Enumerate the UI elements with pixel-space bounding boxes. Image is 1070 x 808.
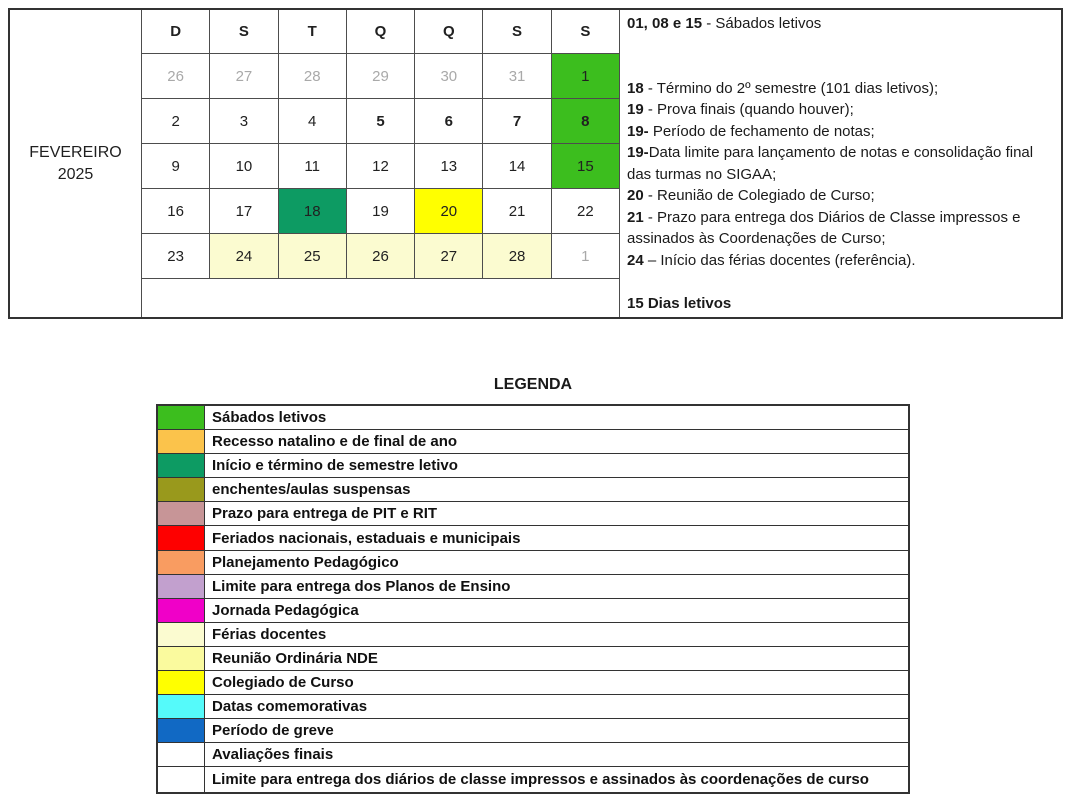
note-bold-prefix: 19-: [627, 144, 649, 161]
note-line: [627, 56, 1053, 78]
legend-color-swatch: [158, 478, 205, 501]
day-cell: 22: [552, 189, 620, 234]
legend-label: enchentes/aulas suspensas: [212, 481, 411, 499]
day-cell: 28: [279, 54, 347, 99]
day-cell: 23: [142, 234, 210, 279]
legend-label: Datas comemorativas: [212, 698, 368, 716]
legend-section: [156, 376, 910, 794]
day-cell: 1: [552, 234, 620, 279]
note-line: [627, 293, 1053, 315]
month-label: [10, 10, 142, 317]
legend-color-swatch: [158, 743, 205, 766]
note-bold-prefix: 15 Dias letivos: [627, 294, 732, 312]
note-text: - Reunião de Colegiado de Curso;: [643, 187, 875, 204]
legend-row: [158, 647, 908, 671]
legend-label: Planejamento Pedagógico: [212, 553, 399, 571]
note-text: - Prova finais (quando houver);: [643, 101, 854, 118]
note-line: [627, 207, 1053, 250]
legend-row: [158, 599, 908, 623]
legend-color-swatch: [158, 719, 205, 742]
note-bold-prefix: 18: [627, 79, 644, 97]
legend-label: Recesso natalino e de final de ano: [212, 433, 458, 451]
legend-row: [158, 695, 908, 719]
note-text: - Término do 2º semestre (101 dias letivos);: [643, 79, 939, 97]
day-cell: 25: [279, 234, 347, 279]
weekday-header: S: [210, 10, 278, 54]
note-bold-prefix: 19: [627, 101, 644, 118]
month-name: FEVEREIRO: [29, 143, 122, 161]
note-line: [627, 99, 1053, 121]
legend-row: [158, 526, 908, 550]
legend-label: Sábados letivos: [212, 409, 327, 427]
legend-color-swatch: [158, 575, 205, 598]
legend-row: [158, 430, 908, 454]
legend-color-swatch: [158, 454, 205, 477]
note-bold-prefix: 21: [627, 208, 644, 226]
note-text: Período de fechamento de notas;: [648, 122, 875, 140]
day-cell: 9: [142, 144, 210, 189]
legend-label: Início e término de semestre letivo: [212, 457, 458, 475]
note-line: [627, 78, 1053, 100]
note-line: [627, 142, 1053, 185]
day-cell: 31: [483, 54, 551, 99]
legend-row: [158, 623, 908, 647]
legend-color-swatch: [158, 623, 205, 646]
legend-color-swatch: [158, 767, 205, 791]
day-cell: 26: [347, 234, 415, 279]
day-cell: 15: [552, 144, 620, 189]
legend-row: [158, 502, 908, 526]
weekday-header: D: [142, 10, 210, 54]
day-cell: 27: [210, 54, 278, 99]
legend-table: [156, 404, 910, 794]
legend-row: [158, 478, 908, 502]
legend-row: [158, 551, 908, 575]
legend-label: Colegiado de Curso: [212, 674, 354, 692]
legend-color-swatch: [158, 599, 205, 622]
legend-label: Limite para entrega dos diários de classe impressos e assinados às coordenações de curso: [212, 770, 869, 788]
note-bold-prefix: 24: [627, 251, 644, 269]
legend-row: [158, 719, 908, 743]
day-cell: 21: [483, 189, 551, 234]
legend-row: [158, 767, 908, 791]
day-cell: 13: [415, 144, 483, 189]
day-cell: 8: [552, 99, 620, 144]
day-cell: 28: [483, 234, 551, 279]
empty-row: [142, 279, 620, 317]
legend-label: Férias docentes: [212, 625, 327, 643]
legend-color-swatch: [158, 551, 205, 574]
weekday-header: S: [483, 10, 551, 54]
note-line: [627, 35, 1053, 57]
day-cell: 4: [279, 99, 347, 144]
note-line: [627, 250, 1053, 272]
day-cell: 27: [415, 234, 483, 279]
legend-color-swatch: [158, 406, 205, 429]
weekday-header: Q: [415, 10, 483, 54]
weekday-header: T: [279, 10, 347, 54]
legend-color-swatch: [158, 647, 205, 670]
day-cell: 2: [142, 99, 210, 144]
legend-row: [158, 575, 908, 599]
note-line: [627, 271, 1053, 293]
day-cell: 19: [347, 189, 415, 234]
legend-color-swatch: [158, 430, 205, 453]
day-cell: 14: [483, 144, 551, 189]
month-year: 2025: [57, 165, 94, 183]
day-cell: 5: [347, 99, 415, 144]
day-cell: 20: [415, 189, 483, 234]
day-cell: 29: [347, 54, 415, 99]
day-cell: 6: [415, 99, 483, 144]
day-cell: 3: [210, 99, 278, 144]
legend-color-swatch: [158, 502, 205, 525]
weekday-header: Q: [347, 10, 415, 54]
note-bold-prefix: 19-: [627, 122, 649, 140]
legend-row: [158, 406, 908, 430]
note-text: Data limite para lançamento de notas e consolidação final das turmas no SIGAA;: [627, 144, 1034, 183]
note-bold-prefix: 20: [627, 187, 644, 204]
legend-label: Feriados nacionais, estaduais e municipais: [212, 529, 521, 547]
legend-row: [158, 671, 908, 695]
notes-panel: [620, 10, 1061, 317]
legend-label: Reunião Ordinária NDE: [212, 649, 378, 667]
legend-row: [158, 454, 908, 478]
legend-title: LEGENDA: [493, 376, 573, 393]
note-text: - Sábados letivos: [702, 15, 822, 32]
day-cell: 1: [552, 54, 620, 99]
legend-row: [158, 743, 908, 767]
day-cell: 11: [279, 144, 347, 189]
legend-label: Jornada Pedagógica: [212, 601, 359, 619]
legend-label: Período de greve: [212, 722, 334, 740]
legend-label: Prazo para entrega de PIT e RIT: [212, 505, 438, 523]
day-cell: 30: [415, 54, 483, 99]
note-line: [627, 13, 1053, 35]
legend-color-swatch: [158, 526, 205, 549]
day-cell: 17: [210, 189, 278, 234]
legend-color-swatch: [158, 695, 205, 718]
note-line: [627, 121, 1053, 143]
legend-label: Limite para entrega dos Planos de Ensino: [212, 577, 511, 595]
note-text: – Início das férias docentes (referência).: [643, 251, 916, 269]
legend-color-swatch: [158, 671, 205, 694]
day-cell: 18: [279, 189, 347, 234]
calendar-grid: [142, 10, 620, 317]
day-cell: 16: [142, 189, 210, 234]
calendar-table: [8, 8, 1063, 319]
note-line: [627, 185, 1053, 207]
legend-label: Avaliações finais: [212, 746, 334, 764]
day-cell: 24: [210, 234, 278, 279]
day-cell: 26: [142, 54, 210, 99]
day-cell: 10: [210, 144, 278, 189]
day-cell: 7: [483, 99, 551, 144]
day-cell: 12: [347, 144, 415, 189]
note-text: - Prazo para entrega dos Diários de Classe impressos e assinados às Coordenações de Curso;: [627, 208, 1021, 247]
weekday-header: S: [552, 10, 620, 54]
note-bold-prefix: 01, 08 e 15: [627, 15, 703, 32]
